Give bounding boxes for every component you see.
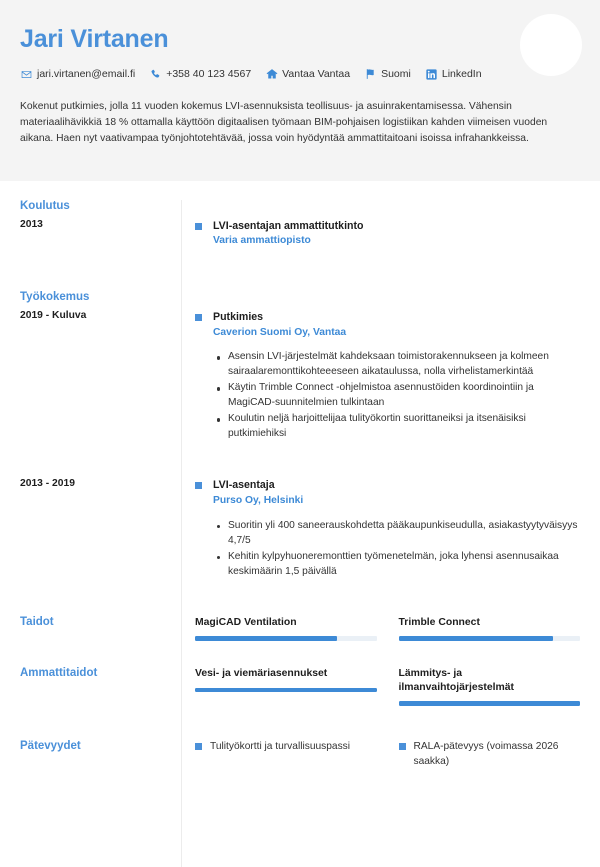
education-entry-row — [195, 219, 580, 249]
job-1-entry-row — [195, 310, 580, 340]
skill-progress-fill — [399, 636, 553, 641]
professional-skills-grid — [195, 667, 580, 706]
list-item: Kehitin kylpyhuoneremonttien työmenetelmän, joka lyhensi asennusaikaa keskimäärin 1,5 päivällä — [217, 550, 580, 580]
avatar — [520, 14, 582, 76]
job-1-date: 2019 - Kuluva — [20, 310, 87, 322]
contact-row — [20, 68, 580, 81]
skill-name: MagiCAD Ventilation — [195, 616, 297, 628]
certifications-grid — [195, 740, 580, 770]
skills-grid — [195, 616, 580, 641]
job-1-role: Putkimies — [213, 311, 264, 324]
resume-header — [0, 0, 600, 181]
experience-job-2 — [0, 478, 600, 580]
skills-left-column — [0, 616, 181, 628]
section-title-experience: Työkokemus — [20, 291, 90, 304]
job-2-date: 2013 - 2019 — [20, 478, 75, 490]
section-experience — [0, 291, 600, 303]
section-title-skills: Taidot — [20, 615, 54, 628]
skill-item — [399, 616, 581, 641]
phone-icon — [149, 68, 162, 81]
certifications-left-column — [0, 740, 181, 752]
contact-email[interactable] — [20, 68, 135, 81]
education-date-column — [0, 219, 181, 230]
certification-item — [399, 740, 581, 770]
professional-skill-progress-track — [399, 701, 581, 706]
job-1-bullets — [195, 350, 580, 442]
section-education — [0, 200, 600, 212]
summary-text: Kokenut putkimies, jolla 11 vuoden kokemus LVI-asennuksista teollisuus- ja asuinrakentamisessa. Vähensin materiaalihävikkiä 18 % ottamalla käyttöön digitaalisen työmaan BIM-pohjaisen logistiikan kahden viimeisen vuoden aikana. Haen nyt vaativampaa työnjohtotehtävää, jossa voin hyödyntää ammattitaitoani isoissa infrahankkeissa. — [20, 100, 548, 145]
job-1-date-column — [0, 310, 181, 321]
square-bullet-icon — [195, 314, 202, 321]
skill-progress-fill — [195, 636, 337, 641]
professional-skill-item — [399, 667, 581, 706]
contact-phone[interactable] — [149, 68, 251, 81]
certifications-right-column — [181, 740, 600, 770]
job-2-role: LVI-asentaja — [213, 479, 275, 492]
contact-country-label: Suomi — [381, 68, 411, 80]
square-bullet-icon — [195, 743, 202, 750]
professional-skill-item — [195, 667, 377, 706]
job-2-company: Purso Oy, Helsinki — [213, 494, 304, 506]
contact-location-label: Vantaa Vantaa — [282, 68, 351, 80]
flag-icon — [364, 68, 377, 81]
skill-progress-track — [399, 636, 581, 641]
square-bullet-icon — [399, 743, 406, 750]
education-entry-body — [213, 219, 580, 249]
linkedin-icon — [425, 68, 438, 81]
certification-label: RALA-pätevyys (voimassa 2026 saakka) — [413, 740, 559, 767]
job-2-detail-column — [181, 478, 600, 580]
skill-progress-track — [195, 636, 377, 641]
education-detail-column — [181, 219, 600, 249]
skills-right-column — [181, 616, 600, 641]
section-title-professional-skills: Ammattitaidot — [20, 666, 98, 679]
list-item: Koulutin neljä harjoittelijaa tulityökortin suorittaneiksi ja itsenäisiksi putkimiehiksi — [217, 412, 580, 442]
professional-skills-left-column — [0, 667, 181, 679]
education-date: 2013 — [20, 219, 43, 230]
job-2-body — [213, 478, 580, 508]
experience-job-1 — [0, 310, 600, 443]
section-title-certifications: Pätevyydet — [20, 739, 81, 752]
contact-phone-label: +358 40 123 4567 — [166, 68, 252, 80]
skill-name: Trimble Connect — [398, 616, 480, 628]
job-1-detail-column — [181, 310, 600, 443]
section-title-education: Koulutus — [20, 200, 70, 212]
list-item: Suoritin yli 400 saneerauskohdetta pääkaupunkiseudulla, asiakastyytyväisyys 4,7/5 — [217, 519, 580, 549]
education-left-column — [0, 200, 181, 212]
education-degree: LVI-asentajan ammattitutkinto — [213, 220, 364, 232]
professional-skills-right-column — [181, 667, 600, 706]
home-icon — [265, 68, 278, 81]
contact-email-label: jari.virtanen@email.fi — [37, 68, 136, 80]
job-2-date-column — [0, 478, 181, 489]
contact-linkedin-label: LinkedIn — [441, 68, 482, 80]
job-2-bullets — [195, 519, 580, 580]
professional-skill-name: Vesi- ja viemäriasennukset — [195, 667, 328, 679]
section-professional-skills — [0, 667, 600, 706]
professional-skill-progress-track — [195, 688, 377, 693]
professional-skill-progress-fill — [195, 688, 377, 693]
square-bullet-icon — [195, 223, 202, 230]
envelope-icon — [20, 68, 33, 81]
contact-country — [364, 68, 411, 81]
list-item: Käytin Trimble Connect -ohjelmistoa asennustöiden koordinointiin ja MagiCAD-suunnitelmien tulkintaan — [217, 381, 580, 411]
professional-skill-progress-fill — [399, 701, 581, 706]
certification-label: Tulityökortti ja turvallisuuspassi — [210, 740, 351, 752]
experience-left-column — [0, 291, 181, 303]
job-1-body — [213, 310, 580, 340]
contact-location — [265, 68, 350, 81]
education-entry — [0, 219, 600, 249]
contact-linkedin[interactable] — [425, 68, 482, 81]
skill-item — [195, 616, 377, 641]
section-certifications — [0, 740, 600, 770]
certification-item — [195, 740, 377, 770]
page-title: Jari Virtanen — [20, 25, 169, 53]
education-school: Varia ammattiopisto — [213, 235, 311, 247]
job-2-entry-row — [195, 478, 580, 508]
job-1-company: Caverion Suomi Oy, Vantaa — [213, 326, 347, 338]
list-item: Asensin LVI-järjestelmät kahdeksaan toimistorakennukseen ja kolmeen sairaalaremonttikohteeeseen aikataulussa, nolla virhelistamerkintää — [217, 350, 580, 380]
square-bullet-icon — [195, 482, 202, 489]
section-skills — [0, 616, 600, 641]
resume-body — [0, 200, 600, 867]
professional-skill-name: Lämmitys- ja ilmanvaihtojärjestelmät — [398, 667, 514, 693]
